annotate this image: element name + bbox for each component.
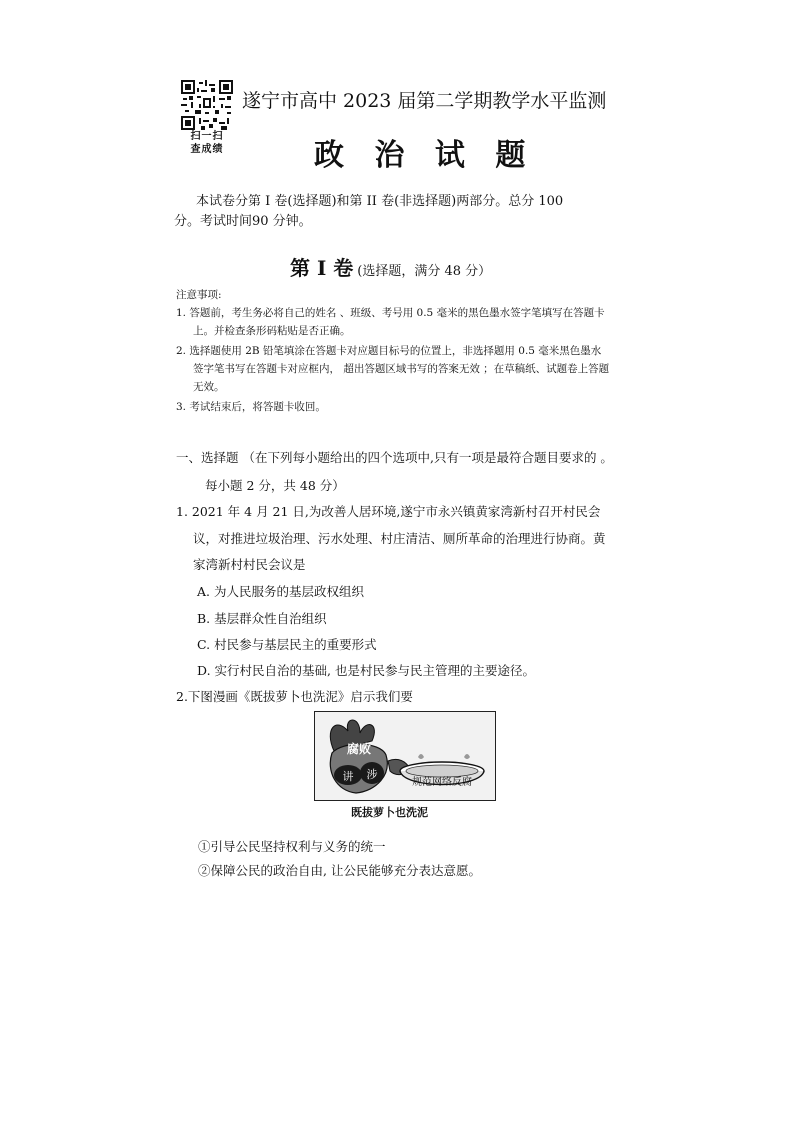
intro-line-1: 本试卷分第 I 卷(选择题)和第 II 卷(非选择题)两部分。总分 100	[196, 194, 564, 209]
cartoon-caption: 既拔萝卜也洗泥	[351, 806, 428, 819]
cartoon-image	[314, 711, 496, 801]
section-heading-sub: (选择题，满分 48 分）	[357, 264, 492, 279]
q1-option-a: A. 为人民服务的基层政权组织	[197, 584, 364, 599]
part1-instruction-line-1: 一、选择题 （在下列每小题给出的四个选项中,只有一项是最符合题目要求的 。	[176, 450, 613, 465]
cartoon-mud-left-label: 讲	[342, 770, 354, 783]
exam-header-title: 遂宁市高中 2023 届第二学期教学水平监测	[242, 90, 607, 112]
q2-stem: 2.下图漫画《既拔萝卜也洗泥》启示我们要	[176, 689, 413, 704]
cartoon-graphic	[314, 711, 496, 801]
note-line-6: 3. 考试结束后，将答题卡收回。	[176, 401, 326, 413]
q1-stem-line-1: 1. 2021 年 4 月 21 日,为改善人居环境,遂宁市永兴镇黄家湾新村召开村民会	[176, 504, 601, 519]
exam-main-title: 政 治 试 题	[314, 138, 536, 173]
qr-code-graphic	[181, 80, 233, 130]
qr-caption-scan: 扫一扫	[190, 131, 224, 142]
note-line-4: 签字笔书写在答题卡对应框内， 超出答题区域书写的答案无效 ；在草稿纸、试题卷上答题	[193, 363, 610, 375]
q1-stem-line-3: 家湾新村村民会议是	[193, 557, 306, 572]
q2-option-1: ①引导公民坚持权利与义务的统一	[198, 839, 386, 854]
cartoon-basin-label: 规范网络反腐	[412, 777, 472, 788]
note-line-1: 1. 答题前，考生务必将自己的姓名 、班级、考号用 0.5 毫米的黑色墨水签字笔填写在答题卡	[176, 307, 605, 319]
q1-stem-line-2: 议，对推进垃圾治理、污水处理、村庄清洁、厕所革命的治理进行协商。黄	[193, 531, 606, 546]
q1-option-d: D. 实行村民自治的基础, 也是村民参与民主管理的主要途径。	[197, 663, 535, 678]
section-heading	[290, 252, 491, 281]
part1-instruction-line-2: 每小题 2 分，共 48 分）	[205, 478, 345, 493]
note-line-2: 上。并检查条形码粘贴是否正确。	[193, 325, 351, 337]
intro-line-2: 分。考试时间90 分钟。	[174, 214, 312, 229]
q2-option-2: ②保障公民的政治自由, 让公民能够充分表达意愿。	[198, 863, 481, 878]
note-line-3: 2. 选择题使用 2B 铅笔填涂在答题卡对应题目标号的位置上，非选择题用 0.5 毫米黑色墨水	[176, 345, 602, 357]
qr-code	[181, 80, 233, 130]
q1-option-c: C. 村民参与基层民主的重要形式	[197, 637, 377, 652]
note-line-5: 无效。	[193, 381, 225, 393]
notes-title: 注意事项:	[176, 289, 222, 301]
cartoon-radish-label: 腐败	[346, 742, 372, 756]
qr-caption-check-score: 查成绩	[190, 144, 224, 155]
q1-option-b: B. 基层群众性自治组织	[197, 611, 327, 626]
section-heading-main: 第 Ⅰ 卷	[290, 256, 354, 280]
cartoon-mud-right-label: 涉	[366, 768, 378, 781]
